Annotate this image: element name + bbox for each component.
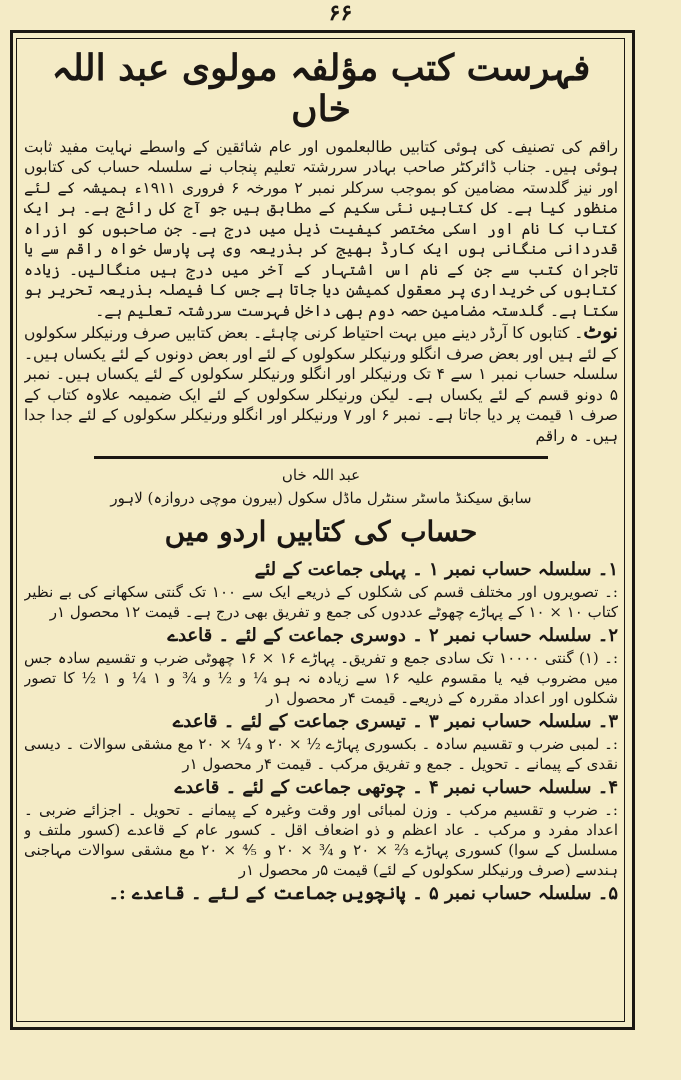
author-description: سابق سیکنڈ ماسٹر سنٹرل ماڈل سکول (بیرون موچی دروازہ) لاہور	[110, 489, 532, 508]
book-item-title	[24, 882, 618, 906]
intro-paragraph: راقم کی تصنیف کی ہوئی کتابیں طالبعلموں اور عام شائقین کے واسطے نہایت مفید ثابت ہوئی ہیں۔ جناب ڈائرکٹر صاحب بہادر سررشتہ تعلیم پنجاب نے سلسلہ حساب کی کتابوں اور نیز گلدستہ مضامین کو بموجب سرکلر نمبر ۲ مورخہ ۶ فروری ۱۹۱۱ء ہمیشہ کے لئے منظور کیا ہے۔ کل کتابیں نئی سکیم کے مطابق ہیں جو آج کل رائج ہے۔ ہر ایک کتاب کا نام اور اسکی مختصر کیفیت ذیل میں درج ہے۔ جن صاحبوں کو ازراہ قدردانی منگانی ہوں ایک کارڈ بھیج کر بذریعہ وی پی پارسل خواہ راقم سے یا تاجران کتب سے جن کے نام اس اشتہار کے آخر میں درج ہیں منگالیں۔ زیادہ کتابوں کی خریداری پر معقول کمیشن دیا جاتا ہے جس کا فیصلہ بذریعہ تحریر ہو سکتا ہے۔ گلدستہ مضامین حصہ دوم بھی داخل فہرست سررشتہ تعلیم ہے۔	[24, 137, 618, 320]
book-item-description: :۔ لمبی ضرب و تقسیم سادہ ۔ بکسوری پہاڑے ½ × ۲۰ و ¼ × ۲۰ مع مشقی سوالات ۔ دیسی نقدی کے پیمانے ۔ تحویل ۔ جمع و تفریق مرکب ۔ قیمت ۴ر محصول ۱ر	[24, 735, 618, 774]
note-text: ۔ کتابوں کا آرڈر دینے میں بہت احتیاط کرنی چاہئے۔ بعض کتابیں صرف ورنیکلر سکولوں کے لئے ہیں اور بعض صرف انگلو ورنیکلر سکولوں کے لئے اور بعض دونوں کے لئے یکساں ہیں۔ سلسلہ حساب نمبر ۱ سے ۴ تک ورنیکلر اور انگلو ورنیکلر سکولوں کے لئے یکساں ہیں۔ نمبر ۵ دونو قسم کے لئے یکساں ہے۔ لیکن ورنیکلر سکولوں کے لئے ایک ضمیمہ علاوہ کتاب کے صرف ۱ قیمت پر دیا جاتا ہے۔ نمبر ۶ اور ۷ ورنیکلر اور انگلو ورنیکلر سکولوں کے لئے جدا جدا ہیں۔ ہ راقم	[24, 324, 618, 445]
book-item	[24, 776, 618, 880]
note-label: نوٹ	[583, 319, 618, 344]
book-item	[24, 710, 618, 774]
book-item-description: :۔ (۱) گنتی ۱۰۰۰۰ تک سادی جمع و تفریق۔ پہاڑے ۱۶ × ۱۶ چھوٹی ضرب و تقسیم سادہ جس میں مضروب فیہ یا مقسوم علیہ ۱۶ سے زیادہ نہ ہو ¼ و ½ و ¾ و ۱ ¼ و ۱ ½ کا تصور شکلوں اور اعداد مقررہ کے ذریعے۔ قیمت ۴ر محصول ۱ر	[24, 649, 618, 708]
advert-content	[24, 44, 618, 1014]
section-divider	[94, 456, 548, 459]
book-item-title-text: ۵۔ سلسلہ حساب نمبر ۵ ۔ پانچویں جماعت کے لئے ۔ قاعدے	[132, 883, 618, 905]
book-item-description: :۔ ضرب و تقسیم مرکب ۔ وزن لمبائی اور وقت وغیرہ کے پیمانے ۔ تحویل ۔ اجزائے ضربی ۔ اعداد مفرد و مرکب ۔ عاد اعظم و ذو اضعاف اقل ۔ کسور عام کے قاعدے (کسور ملتف و مسلسل کے سوا) کسوری پہاڑے ⅔ × ۲۰ و ¾ × ۲۰ و ⅘ × ۲۰ مع مشقی سوالات مہاجنی ہندسے (صرف ورنیکلر سکولوں کے لئے) قیمت ۵ر محصول ۱ر	[24, 801, 618, 880]
book-item	[24, 624, 618, 708]
book-item-title: ۲۔ سلسلہ حساب نمبر ۲ ۔ دوسری جماعت کے لئے ۔ قاعدے	[167, 625, 618, 647]
page-number: ۶۶	[328, 0, 353, 26]
book-item	[24, 558, 618, 622]
author-name: عبد اللہ خاں	[281, 466, 361, 485]
book-item-title: ۳۔ سلسلہ حساب نمبر ۳ ۔ تیسری جماعت کے لئے ۔ قاعدے	[172, 711, 618, 733]
book-item-description: :۔	[108, 883, 126, 905]
book-item-title: ۴۔ سلسلہ حساب نمبر ۴ ۔ چوتھی جماعت کے لئے ۔ قاعدے	[174, 777, 618, 799]
page-title: فہرست کتب مؤلفہ مولوی عبد اللہ خاں	[51, 47, 591, 131]
book-item-title: ۱۔ سلسلہ حساب نمبر ۱ ۔ پہلی جماعت کے لئے	[254, 559, 618, 581]
section-title: حساب کی کتابیں اردو میں	[164, 515, 478, 549]
note-paragraph	[24, 321, 618, 446]
book-item-description: :۔ تصویروں اور مختلف قسم کی شکلوں کے ذریعے ایک سے ۱۰۰ تک گنتی سکھانے کی بے نظیر کتاب ۱۰ × ۱۰ کے پہاڑے چھوٹے عددوں کی جمع و تفریق بھی درج ہے۔ قیمت ۱۲ محصول ۱ر	[24, 583, 618, 622]
book-item	[24, 882, 618, 906]
